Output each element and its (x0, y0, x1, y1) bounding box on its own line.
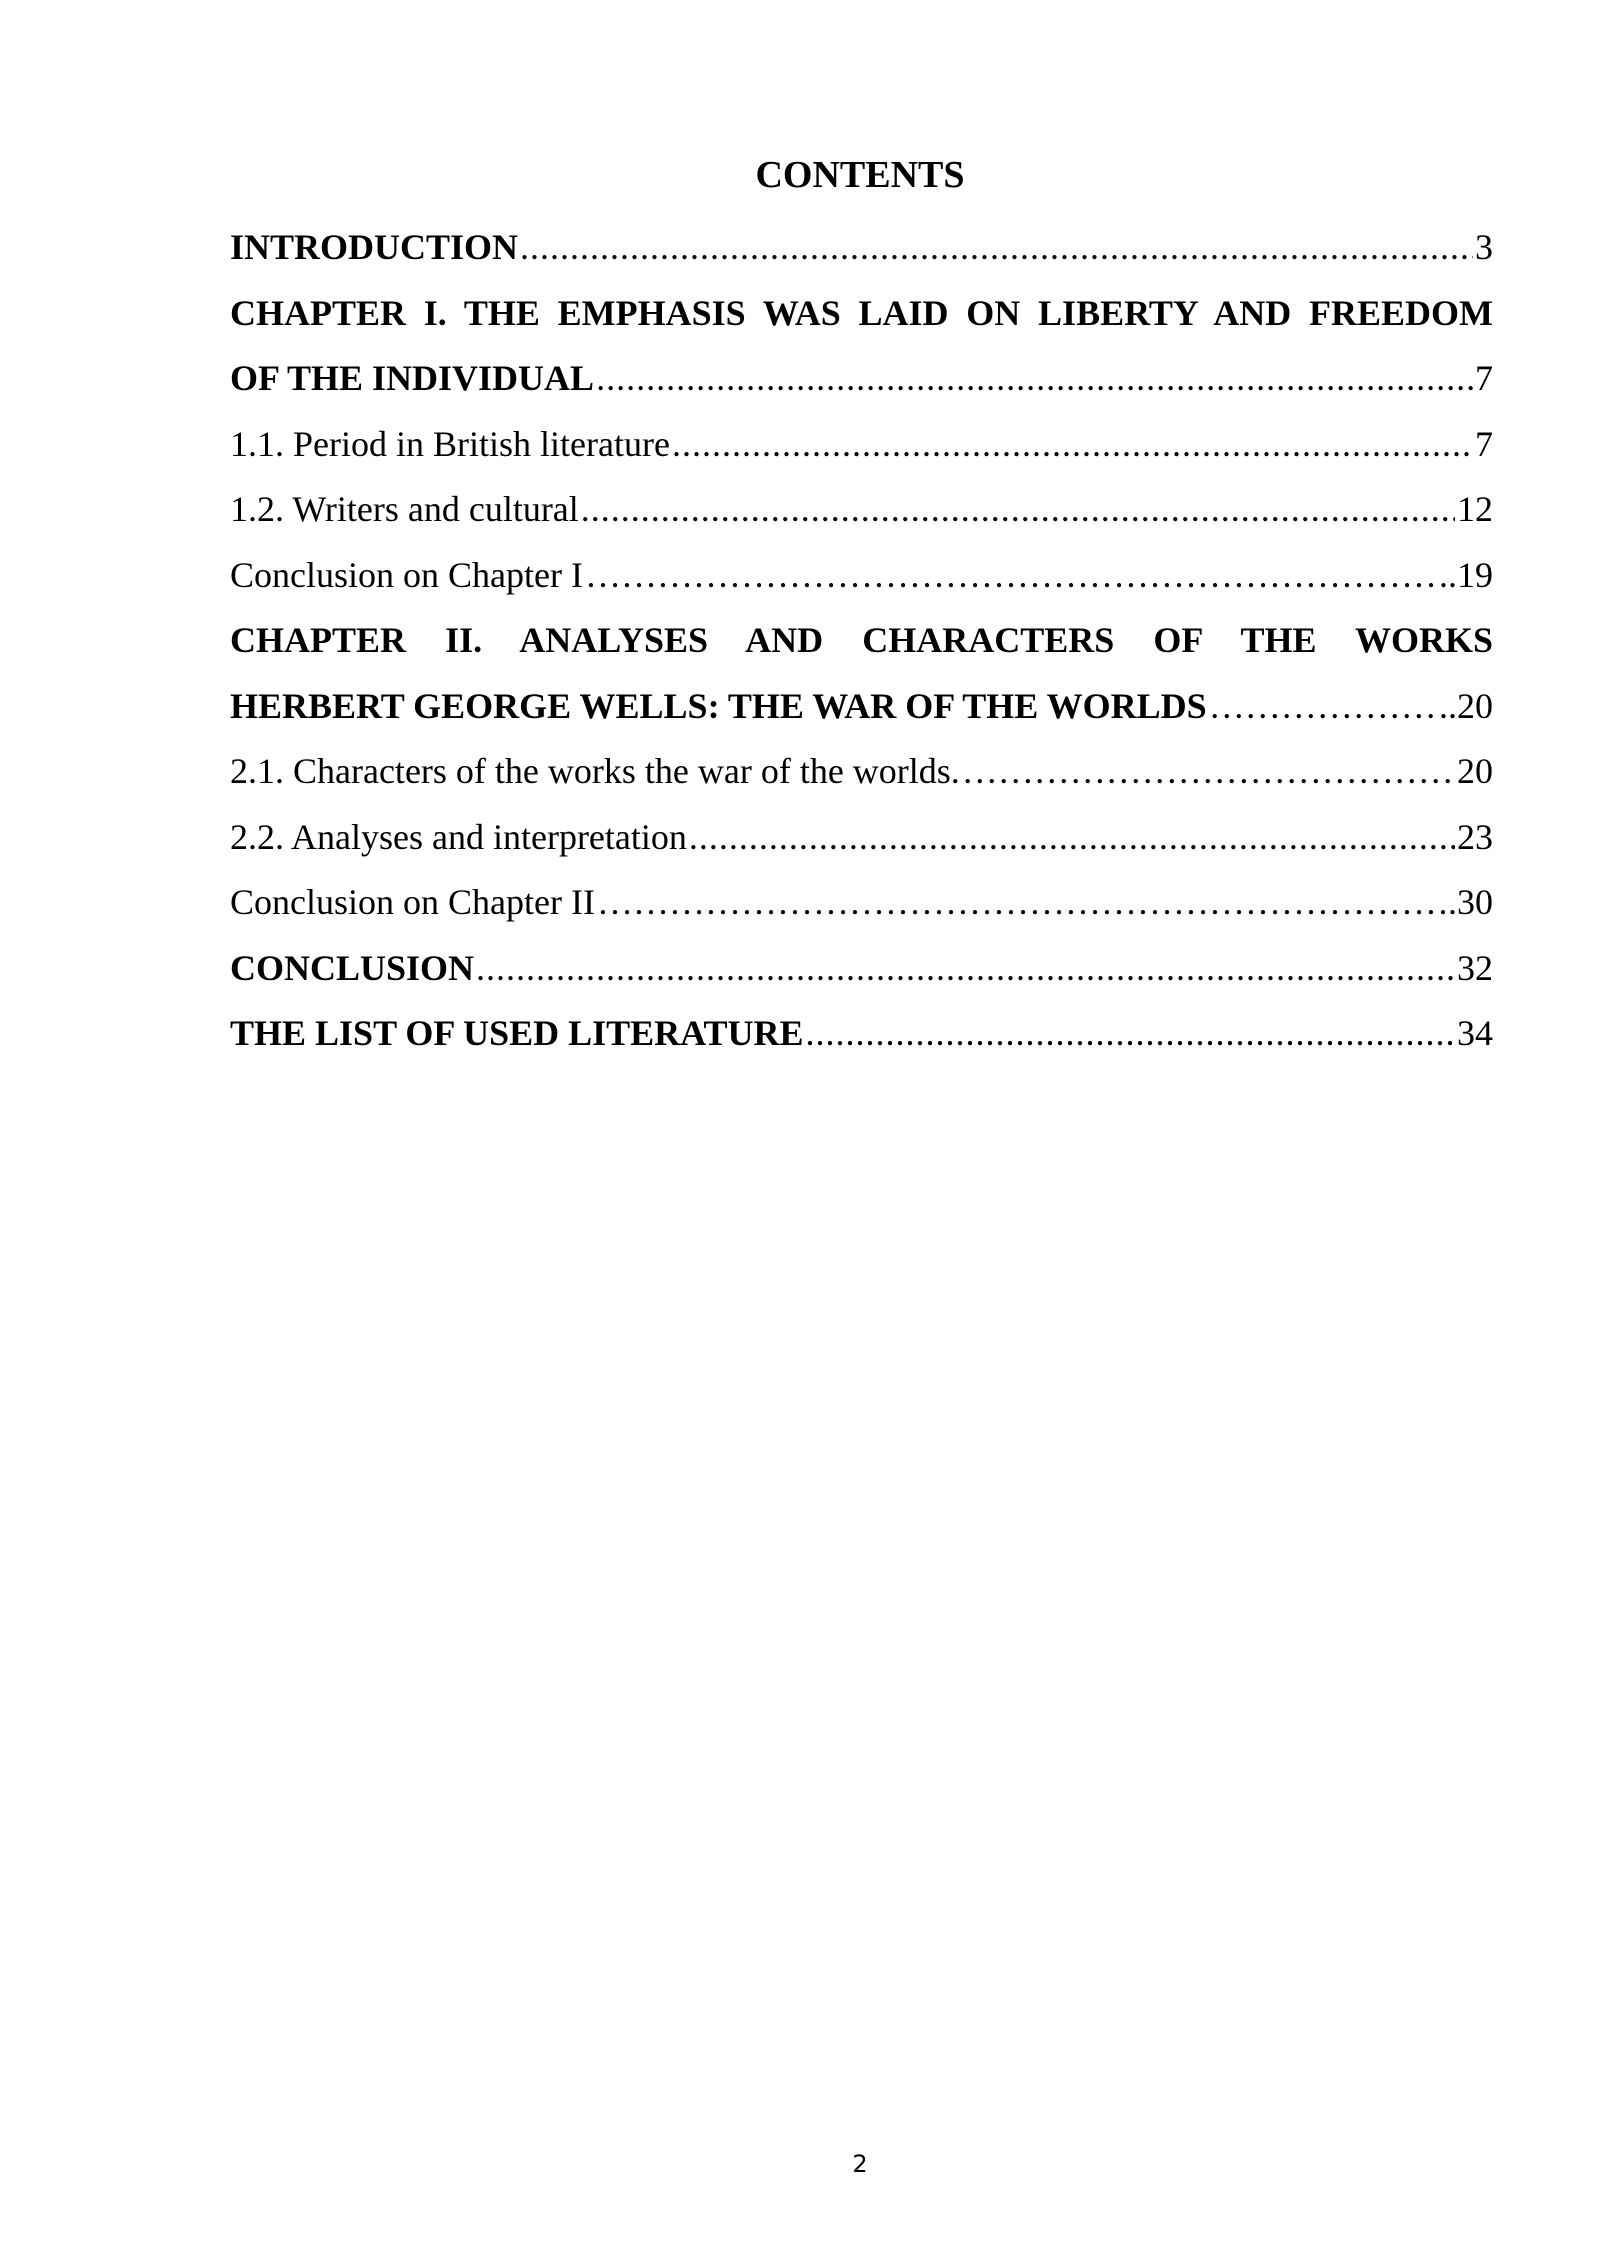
toc-entry-label: Conclusion on Chapter II (230, 882, 595, 922)
toc-entry-page: 20 (1457, 751, 1493, 791)
toc-entry-section-1-1[interactable] (230, 412, 1493, 478)
toc-entry-label: CONCLUSION (230, 947, 475, 988)
toc-entry-page: 12 (1457, 489, 1493, 529)
page-title: CONTENTS (755, 154, 965, 196)
dot-leader (585, 543, 1437, 609)
toc-entry-section-2-1[interactable] (230, 739, 1493, 805)
toc-entry-chapter1-line1[interactable]: CHAPTER I. THE EMPHASIS WAS LAID ON LIBERTY AND FREEDOM (230, 292, 1493, 333)
toc-entry-page: 23 (1457, 816, 1493, 857)
table-of-contents (230, 215, 1493, 1067)
dot-leader (476, 936, 1455, 1002)
toc-entry-literature[interactable] (230, 1001, 1493, 1067)
dot-leader (581, 477, 1455, 543)
toc-entry-chapter2[interactable] (230, 674, 1493, 740)
toc-entry-conclusion-chapter2[interactable] (230, 870, 1493, 936)
toc-entry-page: .30 (1448, 882, 1493, 922)
toc-entry-label: 2.2. Analyses and interpretation (230, 816, 687, 857)
toc-entry-label: 1.1. Period in British literature (230, 423, 670, 464)
toc-entry-page: 7 (1475, 423, 1493, 464)
dot-leader (597, 870, 1446, 936)
dot-leader (596, 346, 1473, 412)
toc-entry-page: 7 (1475, 358, 1493, 398)
toc-entry-chapter1[interactable] (230, 346, 1493, 412)
dot-leader (806, 1001, 1455, 1067)
dot-leader (520, 215, 1473, 281)
dot-leader (672, 412, 1473, 478)
toc-entry-label: INTRODUCTION (230, 227, 519, 267)
toc-entry-label: 2.1. Characters of the works the war of the worlds. (230, 751, 960, 791)
dot-leader (689, 805, 1455, 871)
toc-entry-page: 3 (1475, 227, 1493, 267)
toc-entry-label: THE LIST OF USED LITERATURE (230, 1013, 804, 1053)
page-number: 2 (852, 2150, 868, 2178)
toc-entry-label: OF THE INDIVIDUAL (230, 358, 595, 398)
toc-entry-chapter2-line1[interactable]: CHAPTER II. ANALYSES AND CHARACTERS OF THE WORKS (230, 620, 1493, 660)
toc-entry-section-1-2[interactable] (230, 477, 1493, 543)
toc-entry-conclusion[interactable] (230, 936, 1493, 1002)
toc-entry-page: ..19 (1439, 554, 1493, 595)
toc-entry-page: ..20 (1439, 685, 1493, 726)
toc-entry-section-2-2[interactable] (230, 805, 1493, 871)
toc-entry-page: 34 (1457, 1013, 1493, 1053)
toc-entry-label: HERBERT GEORGE WELLS: THE WAR OF THE WORLDS (230, 685, 1207, 726)
dot-leader (962, 739, 1455, 805)
toc-entry-label: 1.2. Writers and cultural (230, 489, 579, 529)
toc-entry-conclusion-chapter1[interactable] (230, 543, 1493, 609)
toc-entry-label: Conclusion on Chapter I (230, 554, 583, 595)
dot-leader (1209, 674, 1437, 740)
toc-entry-introduction[interactable] (230, 215, 1493, 281)
toc-entry-page: 32 (1457, 947, 1493, 988)
